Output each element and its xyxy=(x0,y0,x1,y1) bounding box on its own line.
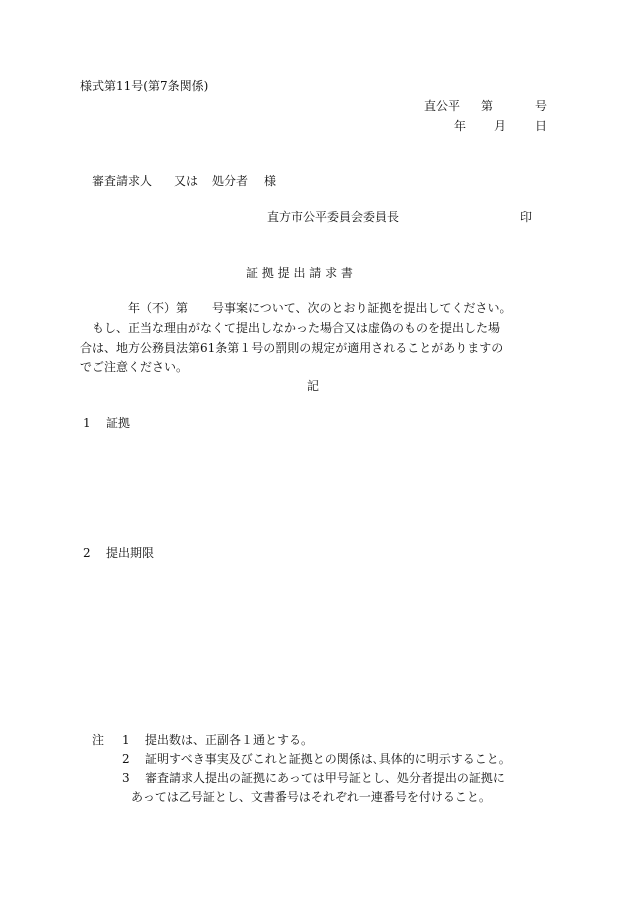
body-line: 年（不）第 号事案について、次のとおり証拠を提出してください。 xyxy=(128,301,512,315)
number-org: 直公平 xyxy=(424,99,461,113)
number-go: 号 xyxy=(535,99,548,113)
body-line: でご注意ください。 xyxy=(80,360,189,374)
note-text: 証明すべき事実及びこれと証拠との関係は､具体的に明示すること。 xyxy=(145,752,511,766)
note-text: 審査請求人提出の証拠にあっては甲号証とし、処分者提出の証拠に xyxy=(145,771,505,785)
body-line: 合は、地方公務員法第61条第１号の罰則の規定が適用されることがありますの xyxy=(80,341,504,355)
form-label: 様式第11号(第7条関係) xyxy=(80,79,209,93)
date-month: 月 xyxy=(494,119,507,133)
notes-label: 注 xyxy=(92,733,105,747)
addressee-role1: 審査請求人 xyxy=(92,174,153,188)
sender-name: 直方市公平委員会委員長 xyxy=(267,210,400,224)
addressee-role2: 処分者 xyxy=(212,174,249,188)
section-number: 2 xyxy=(83,546,91,560)
ki-mark: 記 xyxy=(307,379,320,393)
seal-mark: 印 xyxy=(520,210,533,224)
number-dai: 第 xyxy=(481,99,494,113)
addressee-honorific: 様 xyxy=(264,174,277,188)
note-number: 3 xyxy=(122,771,130,785)
note-number: 2 xyxy=(122,752,130,766)
addressee-or: 又は xyxy=(174,174,199,188)
note-text: あっては乙号証とし、文書番号はそれぞれ一連番号を付けること。 xyxy=(131,790,491,804)
section-number: 1 xyxy=(83,416,91,430)
date-day: 日 xyxy=(535,119,548,133)
note-text: 提出数は、正副各１通とする。 xyxy=(145,733,314,747)
date-year: 年 xyxy=(454,119,467,133)
body-line: もし、正当な理由がなくて提出しなかった場合又は虚偽のものを提出した場 xyxy=(92,321,501,335)
section-label: 提出期限 xyxy=(106,546,155,560)
note-number: 1 xyxy=(122,733,130,747)
document-title: 証 拠 提 出 請 求 書 xyxy=(246,266,353,280)
section-label: 証拠 xyxy=(106,416,131,430)
